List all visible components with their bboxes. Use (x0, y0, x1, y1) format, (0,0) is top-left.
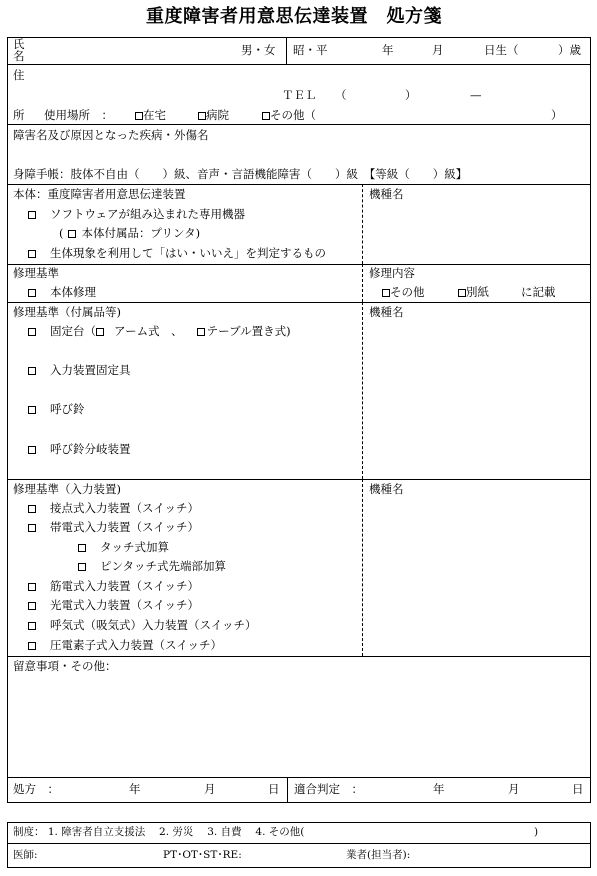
repair-item[interactable]: 本体修理 (28, 287, 96, 299)
tel-dash: — (470, 88, 482, 102)
checkbox[interactable] (198, 112, 206, 120)
checkbox[interactable] (197, 328, 205, 336)
disease-label: 障害名及び原因となった疾病・外傷名 (13, 128, 209, 142)
checkbox[interactable] (28, 446, 36, 454)
checkbox[interactable] (28, 328, 36, 336)
prescription-day: 日 (268, 782, 280, 796)
input-item-breath[interactable]: 呼気式（吸気式）入力装置（スイッチ） (28, 620, 257, 632)
input-item-photo[interactable]: 光電式入力装置（スイッチ） (28, 600, 199, 612)
checkbox[interactable] (458, 289, 466, 297)
other-option[interactable]: その他（ (262, 110, 316, 122)
checkbox[interactable] (28, 250, 36, 258)
prescription-year: 年 (129, 782, 141, 796)
body-sub-printer[interactable]: ( 本体付属品：プリンタ) (59, 226, 201, 240)
tel-close: ） (405, 88, 417, 102)
checkbox[interactable] (28, 505, 36, 513)
checkbox[interactable] (28, 367, 36, 375)
page-title: 重度障害者用意思伝達装置 処方箋 (146, 6, 442, 27)
body-item-software[interactable]: ソフトウェアが組み込まれた専用機器 (28, 209, 245, 221)
input-model-label: 機種名 (369, 482, 404, 496)
checkbox[interactable] (28, 211, 36, 219)
system-close: ) (534, 826, 539, 838)
repair-opt-note: に記載 (521, 285, 556, 299)
birth-month-label: 月 (432, 43, 444, 57)
tel-label: ＴＥＬ (282, 88, 317, 102)
accessory-heading: 修理基準（付属品等) (13, 305, 121, 319)
checkbox[interactable] (78, 544, 86, 552)
accessory-item-bell-splitter[interactable]: 呼び鈴分岐装置 (28, 444, 131, 456)
notes-label: 留意事項・その他： (13, 659, 117, 673)
home-option[interactable]: 在宅 (135, 110, 166, 122)
repair-opt-other[interactable]: その他 (382, 287, 425, 299)
fit-year: 年 (433, 782, 445, 796)
body-model-label: 機種名 (369, 187, 404, 201)
address-label: 所 (13, 108, 25, 122)
checkbox[interactable] (28, 642, 36, 650)
checkbox[interactable] (28, 524, 36, 532)
input-sub-touch[interactable]: タッチ式加算 (78, 542, 169, 554)
checkbox[interactable] (262, 112, 270, 120)
checkbox[interactable] (96, 328, 104, 336)
accessory-model-label: 機種名 (369, 305, 404, 319)
hospital-option[interactable]: 病院 (198, 110, 229, 122)
checkbox[interactable] (382, 289, 390, 297)
input-sub-pintouch[interactable]: ピンタッチ式先端部加算 (78, 561, 226, 573)
checkbox[interactable] (28, 583, 36, 591)
prescription-label: 処方 ： (13, 782, 59, 796)
disability-book: 身障手帳：肢体不自由（ ）級、音声・言語機能障害（ ）級 【等級（ ）級】 (13, 167, 468, 181)
vendor-label: 業者(担当者): (346, 849, 411, 861)
birth-day-label: 日生（ (484, 43, 519, 57)
prescription-month: 月 (204, 782, 216, 796)
main-form (7, 37, 591, 803)
accessory-item-mount[interactable]: 固定台（ アーム式 、 テーブル置き式) (28, 326, 291, 338)
repair-content-label: 修理内容 (369, 266, 415, 280)
input-item-piezo[interactable]: 圧電素子式入力装置（スイッチ） (28, 640, 222, 652)
doctor-label: 医師: (13, 849, 38, 861)
birth-year-label: 年 (382, 43, 394, 57)
accessory-item-bell[interactable]: 呼び鈴 (28, 404, 85, 416)
input-item-charge[interactable]: 帯電式入力装置（スイッチ） (28, 522, 199, 534)
checkbox[interactable] (28, 602, 36, 610)
fit-day: 日 (572, 782, 584, 796)
tel-open: （ (335, 88, 347, 102)
body-item-biosignal[interactable]: 生体現象を利用して「はい・いいえ」を判定するもの (28, 248, 326, 260)
fit-month: 月 (508, 782, 520, 796)
input-heading: 修理基準（入力装置) (13, 482, 121, 496)
body-heading: 本体：重度障害者用意思伝達装置 (13, 187, 186, 201)
checkbox[interactable] (68, 230, 76, 238)
other-close: ） (551, 108, 563, 122)
repair-heading: 修理基準 (13, 266, 59, 280)
system-line: 制度： 1. 障害者自立支援法 2. 労災 3. 自費 4. その他( (13, 826, 305, 838)
repair-opt-attachment[interactable]: 別紙 (458, 287, 489, 299)
age-label: ）歳 (558, 43, 581, 57)
therapist-label: PT･OT･ST･RE: (163, 849, 242, 861)
name-label: 氏 (13, 37, 25, 51)
address-label: 住 (13, 68, 25, 82)
accessory-item-fixture[interactable]: 入力装置固定具 (28, 365, 131, 377)
checkbox[interactable] (135, 112, 143, 120)
name-label: 名 (13, 49, 25, 63)
fit-label: 適合判定 ： (294, 782, 363, 796)
checkbox[interactable] (28, 289, 36, 297)
input-item-contact[interactable]: 接点式入力装置（スイッチ） (28, 503, 199, 515)
use-place-label: 使用場所 ： (44, 108, 113, 122)
checkbox[interactable] (28, 406, 36, 414)
input-item-emg[interactable]: 筋電式入力装置（スイッチ） (28, 581, 199, 593)
checkbox[interactable] (28, 622, 36, 630)
era-field: 昭・平 (293, 43, 328, 57)
checkbox[interactable] (78, 563, 86, 571)
gender-field: 男・女 (241, 43, 276, 57)
